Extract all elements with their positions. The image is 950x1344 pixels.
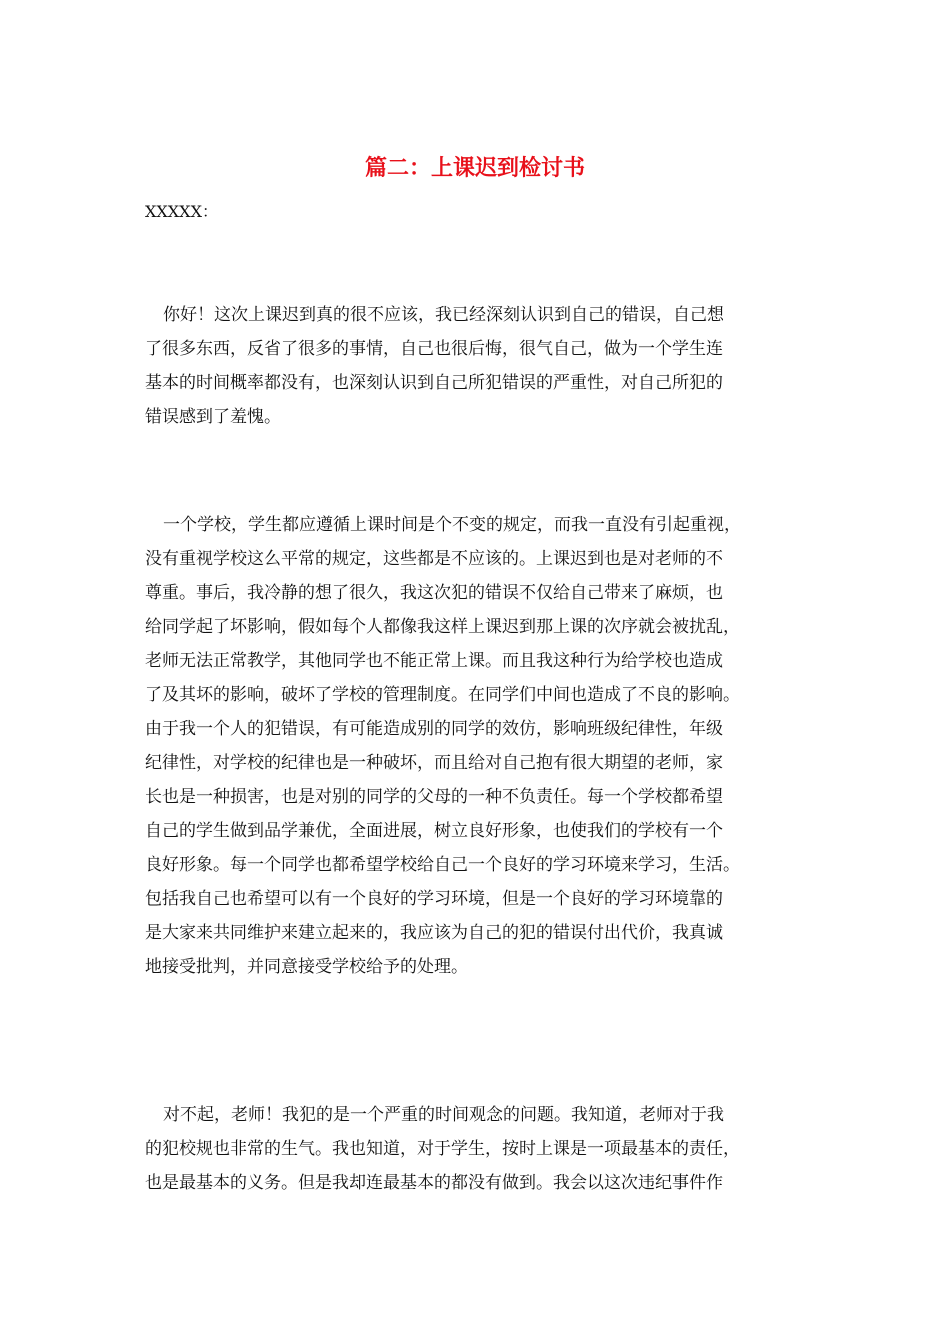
paragraph-line (145, 916, 805, 950)
paragraph-line (145, 712, 805, 746)
line-text: 一个学校，学生都应遵循上课时间是个不变的规定，而我一直没有引起重视， (163, 515, 741, 535)
paragraph-line (145, 882, 805, 916)
paragraph-line (145, 576, 805, 610)
paragraph-line (145, 848, 805, 882)
paragraph-line (145, 610, 805, 644)
line-text: 也是最基本的义务。但是我却连最基本的都没有做到。我会以这次违纪事件作 (145, 1173, 723, 1193)
paragraph-line (145, 332, 805, 366)
line-text: 尊重。事后，我冷静的想了很久，我这次犯的错误不仅给自己带来了麻烦，也 (145, 583, 723, 603)
paragraph-line (145, 298, 805, 332)
line-text: 的犯校规也非常的生气。我也知道，对于学生，按时上课是一项最基本的责任， (145, 1139, 740, 1159)
paragraph-line (145, 644, 805, 678)
line-text: 地接受批判，并同意接受学校给予的处理。 (145, 957, 468, 977)
line-text: 长也是一种损害，也是对别的同学的父母的一种不负责任。每一个学校都希望 (145, 787, 723, 807)
line-text: 基本的时间概率都没有，也深刻认识到自己所犯错误的严重性，对自己所犯的 (145, 373, 723, 393)
line-text: 良好形象。每一个同学也都希望学校给自己一个良好的学习环境来学习，生活。 (145, 855, 740, 875)
paragraph-2 (145, 508, 805, 984)
paragraph-line (145, 678, 805, 712)
line-text: 是大家来共同维护来建立起来的，我应该为自己的犯的错误付出代价，我真诚 (145, 923, 723, 943)
line-text: 对不起，老师！我犯的是一个严重的时间观念的问题。我知道，老师对于我 (163, 1105, 724, 1125)
paragraph-line (145, 1166, 805, 1200)
line-text: 没有重视学校这么平常的规定，这些都是不应该的。上课迟到也是对老师的不 (145, 549, 723, 569)
paragraph-line (145, 1132, 805, 1166)
paragraph-line (145, 746, 805, 780)
line-text: 了及其坏的影响，破坏了学校的管理制度。在同学们中间也造成了不良的影响。 (145, 685, 740, 705)
line-text: 包括我自己也希望可以有一个良好的学习环境，但是一个良好的学习环境靠的 (145, 889, 723, 909)
paragraph-3 (145, 1098, 805, 1200)
paragraph-line (145, 400, 805, 434)
paragraph-line (145, 950, 805, 984)
line-text: 错误感到了羞愧。 (145, 407, 281, 427)
line-text: 纪律性，对学校的纪律也是一种破坏，而且给对自己抱有很大期望的老师，家 (145, 753, 723, 773)
salutation: XXXXX： (145, 202, 218, 221)
paragraph-line (145, 366, 805, 400)
line-text: 给同学起了坏影响，假如每个人都像我这样上课迟到那上课的次序就会被扰乱， (145, 617, 740, 637)
line-text: 了很多东西，反省了很多的事情，自己也很后悔，很气自己，做为一个学生连 (145, 339, 723, 359)
paragraph-line (145, 780, 805, 814)
paragraph-line (145, 508, 805, 542)
paragraph-1 (145, 298, 805, 434)
paragraph-line (145, 542, 805, 576)
line-text: 自己的学生做到品学兼优，全面进展，树立良好形象，也使我们的学校有一个 (145, 821, 723, 841)
line-text: 老师无法正常教学，其他同学也不能正常上课。而且我这种行为给学校也造成 (145, 651, 723, 671)
paragraph-line (145, 814, 805, 848)
line-text: 你好！这次上课迟到真的很不应该，我已经深刻认识到自己的错误，自己想 (163, 305, 724, 325)
line-text: 由于我一个人的犯错误，有可能造成别的同学的效仿，影响班级纪律性，年级 (145, 719, 723, 739)
document-title: 篇二：上课迟到检讨书 (364, 155, 585, 181)
paragraph-line (145, 1098, 805, 1132)
